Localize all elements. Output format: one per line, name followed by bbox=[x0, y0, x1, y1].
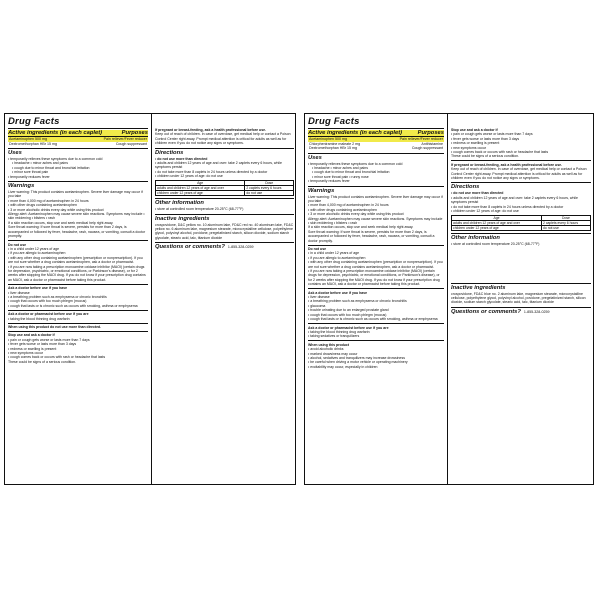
active-ingredients-header: Active ingredients (in each caplet) Purposes bbox=[8, 130, 148, 136]
table-row: children under 12 years of age do not use bbox=[156, 191, 294, 196]
questions-title: Questions or comments? bbox=[155, 244, 225, 251]
warnings-section: Warnings Liver warning: This product contains acetaminophen. Severe liver damage may occur if you take • more than 4,000 mg of acetaminophen in 24 hours • with other drugs containing acetaminophen • 3 or more alcoholic drinks every day while using this product Allergy alert: Acetaminophen may cause severe skin reactions. Symptoms may include • skin reddening • blisters • rash If a skin reaction occurs, stop use and seek medical help right away. Sore throat warning: If sore throat is severe, persists for more than 2 days, is accompanied or followed by fever, headache, rash, nausea, or vomiting, consult a doctor promptly. Do not use • in a child under 12 years of age • if you are allergic to acetaminophen • with any other drug containing acetaminophen (prescription or nonprescription). If you are not sure whether a drug contains acetaminophen, ask a doctor or pharmacist. • if you are now taking a prescription monoamine oxidase inhibitor (MAOI) (certain drugs for depression, psychiatric, or emotional conditions, or Parkinson's disease), or for 2 weeks after stopping the MAOI drug. If you do not know if your prescription drug contains an MAOI, ask a doctor or pharmacist before taking this product. Ask a doctor before use if you have • liver disease • a breathing problem such as emphysema or chronic bronchitis • cough that occurs with too much phlegm (mucus) • cough that lasts or is chronic such as occurs with smoking, asthma or emphysema Ask a doctor or pharmacist before use if you are • taking the blood thinning drug warfarin When using this product do not use more than directed. Stop use and ask a doctor if • pain or cough gets worse or lasts more than 7 days • fever gets worse or lasts more than 3 days • redness or swelling is present • new symptoms occur • cough comes back or occurs with rash or headache that lasts These could be signs of a serious condition. bbox=[8, 181, 148, 364]
directions-section: Directions • do not use more than directed • adults and children 12 years of age and over: take 2 caplets every 6 hours, while symptoms persist • do not take more than 8 caplets in 24 hours unless directed by a doctor • children under 12 years of age: do not use Age Dose adults and children 12 years of age and over 2 caplets every 6 hours children under 12 years of age do not use bbox=[155, 148, 294, 197]
directions-title: Directions bbox=[155, 149, 184, 156]
phone-number: 1-855-328-0259 bbox=[227, 245, 254, 250]
uses-section: Uses • temporarily relieves these symptoms due to a common cold • headache • minor aches and pains • cough due to minor throat and bronchial irritation • minor sore throat pain • runny nose • temporarily reduces fever bbox=[308, 153, 444, 184]
inactive-ingredients-section: Inactive ingredients crospovidone, FD&C blue no. 2 aluminum lake, magnesium stearate, microcrystalline cellulose, polyethylene glycol, polyvinyl alcohol, povidone, pregelatinized starch, silicon dioxide, sodium starch glycolate, stearic acid, talc, titanium dioxide bbox=[451, 283, 591, 305]
table-row: adults and children 12 years of age and over 2 caplets every 6 hours bbox=[452, 220, 591, 225]
ingredient-row: Acetaminophen 500 mg Pain reliever/Fever reducer bbox=[9, 137, 147, 141]
drug-facts-panel-1 bbox=[4, 113, 296, 485]
other-information-section: Other information • store at controlled room temperature 20-25°C (68-77°F) bbox=[451, 233, 591, 246]
directions-section: Directions • do not use more than directed • adults and children 12 years of age and over: take 2 caplets every 6 hours, while symptoms persist • do not take more than 8 caplets in 24 hours unless directed by a doctor • children under 12 years of age: do not use Age Dose adults and children 12 years of age and over 2 caplets every 6 hours children under 12 years of age do not use bbox=[451, 182, 591, 231]
pregnancy-warning: If pregnant or breast-feeding, ask a health professional before use. bbox=[155, 128, 267, 132]
drug-facts-panel-2 bbox=[304, 113, 594, 485]
other-information-title: Other information bbox=[155, 200, 204, 207]
table-row: children under 12 years of age do not use bbox=[452, 225, 591, 230]
warnings-section: Warnings Liver warning: This product contains acetaminophen. Severe liver damage may occur if you take • more than 4,000 mg of acetaminophen in 24 hours • with other drugs containing acetaminophen • 3 or more alcoholic drinks every day while using this product Allergy alert: Acetaminophen may cause severe skin reactions. Symptoms may include • skin reddening • blisters • rash If a skin reaction occurs, stop use and seek medical help right away. Sore throat warning: If sore throat is severe, persists for more than 2 days, is accompanied or followed by fever, headache, rash, nausea, or vomiting, consult a doctor promptly. Do not use • in a child under 12 years of age • if you are allergic to acetaminophen • with any other drug containing acetaminophen (prescription or nonprescription). If you are not sure whether a drug contains acetaminophen, ask a doctor or pharmacist. • if you are now taking a prescription monoamine oxidase inhibitor (MAOI) (certain drugs for depression, psychiatric, or emotional conditions, or Parkinson's disease), or for 2 weeks after stopping the MAOI drug. If you do not know if your prescription drug contains an MAOI, ask a doctor or pharmacist before taking this product. Ask a doctor before use if you have • liver disease • a breathing problem such as emphysema or chronic bronchitis • glaucoma • trouble urinating due to an enlarged prostate gland • cough that occurs with too much phlegm (mucus) • cough that lasts or is chronic such as occurs with smoking, asthma or emphysema Ask a doctor or pharmacist before use if you are • taking the blood thinning drug warfarin • taking sedatives or tranquilizers When using this product • avoid alcoholic drinks • marked drowsiness may occur • alcohol, sedatives and tranquilizers may increase drowsiness • be careful when driving a motor vehicle or operating machinery • excitability may occur, especially in children bbox=[308, 187, 443, 369]
other-information-section: Other information • store at controlled room temperature 20-25°C (68-77°F) bbox=[155, 198, 294, 211]
warnings-title: Warnings bbox=[8, 183, 35, 190]
ask-pharmacist-title: Ask a doctor or pharmacist before use if you are bbox=[308, 325, 389, 330]
phone-number: 1-855-328-0259 bbox=[523, 309, 550, 314]
questions-title: Questions or comments? bbox=[451, 308, 521, 315]
ingredient-row: Dextromethorphan HBr 15 mg Cough suppressant bbox=[309, 146, 443, 150]
when-using-title: When using this product do not use more than directed. bbox=[8, 325, 102, 329]
stop-use-title: Stop use and ask a doctor if bbox=[451, 128, 498, 132]
uses-title: Uses bbox=[8, 150, 22, 156]
panel-2-column-1 bbox=[305, 114, 447, 484]
do-not-use-title: Do not use bbox=[8, 242, 27, 247]
panel-1-column-2 bbox=[151, 114, 296, 484]
keep-out-of-reach: Keep out of reach of children. In case of overdose, get medical help or contact a Poison Control Center right away. Prompt medical attention is critical for adults as well as for children even if you do not notice any signs or symptoms. bbox=[451, 167, 587, 181]
questions-section bbox=[451, 307, 591, 315]
dosage-table bbox=[155, 180, 294, 197]
questions-section bbox=[155, 242, 294, 250]
panel-1-column-1 bbox=[5, 114, 151, 484]
when-using-title: When using this product bbox=[308, 342, 350, 347]
warnings-title: Warnings bbox=[308, 187, 335, 194]
directions-title: Directions bbox=[451, 184, 480, 191]
pregnancy-warning: If pregnant or breast-feeding, ask a health professional before use. bbox=[451, 162, 563, 167]
uses-title: Uses bbox=[308, 154, 322, 161]
stop-use-title: Stop use and ask a doctor if bbox=[8, 333, 55, 338]
inactive-ingredients-title: Inactive ingredients bbox=[451, 284, 506, 291]
inactive-ingredients-section: Inactive ingredients crospovidone, D&C yellow no. 10 aluminum lake, FD&C red no. 40 aluminum lake, FD&C yellow no. 6 aluminum lake, magnesium stearate, microcrystalline cellulose, polyethylene glycol, polyvinyl alcohol, povidone, pregelatinized starch, silicon dioxide, sodium starch glycolate, stearic acid, talc, titanium dioxide bbox=[155, 215, 294, 240]
ask-pharmacist-title: Ask a doctor or pharmacist before use if you are bbox=[8, 312, 89, 317]
active-ingredients-header: Active ingredients (in each caplet) Purposes bbox=[308, 130, 444, 136]
table-row: Age Dose bbox=[452, 215, 591, 220]
ask-doctor-title: Ask a doctor before use if you have bbox=[308, 290, 368, 295]
inactive-ingredients-title: Inactive ingredients bbox=[155, 215, 210, 222]
do-not-use-title: Do not use bbox=[308, 247, 327, 251]
ingredient-row: Dextromethorphan HBr 15 mg Cough suppressant bbox=[9, 141, 147, 146]
panel-2-column-2: Stop use and ask a doctor if • pain or cough gets worse or lasts more than 7 days • fever gets worse or lasts more than 3 days • redness or swelling is present • new symptoms occur • cough comes back or occurs with rash or headache that lasts These could be signs of a serious condition. If pregnant or breast-feeding, ask a health professional before use. Keep out of reach of children. In case of overdose, get medical help or contact a Poison Control Center right away. Prompt medical attention is critical for adults as well as for children even if you do not notice any signs or symptoms. Directions • do not use more than directed • adults and children 12 years of age and over: take 2 caplets every 6 hours, while symptoms persist • do not take more than 8 caplets in 24 hours unless directed by a doctor • children under 12 years of age: do not use Age Dose adults and children 12 years of age and over 2 caplets every 6 hours children under 12 years of age do not use Other information • store at controlled room temperature 20-25°C (68-77°F) Inactive ingredients crospovidone, FD&C blue no. 2 aluminum lake, magnesium stearate, microcrystalline cellulose, polyethylene glycol, polyvinyl alcohol, povidone, pregelatinized starch, silicon dioxide, sodium starch glycolate, stearic acid, talc, titanium dioxide Questions or comments? 1-855-328-0259 bbox=[447, 114, 594, 484]
ingredient-row: Chlorpheniramine maleate 2 mg Antihistamine bbox=[309, 141, 443, 146]
drug-facts-title: Drug Facts bbox=[8, 116, 148, 129]
keep-out-of-reach: Keep out of reach of children. In case of overdose, get medical help or contact a Poison Control Center right away. Prompt medical attention is critical for adults as well as for children even if you do not notice any signs or symptoms. bbox=[155, 132, 291, 146]
dosage-table bbox=[451, 215, 591, 232]
ingredient-row: Acetaminophen 500 mg Pain reliever/Fever reducer bbox=[309, 137, 443, 141]
table-row: adults and children 12 years of age and over 2 caplets every 6 hours bbox=[156, 185, 294, 190]
uses-section: Uses • temporarily relieves these symptoms due to a common cold • headache • minor aches and pains • cough due to minor throat and bronchial irritation • minor sore throat pain • temporarily reduces fever bbox=[8, 148, 148, 179]
other-information-title: Other information bbox=[451, 235, 500, 242]
table-row: Age Dose bbox=[156, 180, 294, 185]
drug-facts-title: Drug Facts bbox=[308, 116, 444, 129]
ask-doctor-title: Ask a doctor before use if you have bbox=[8, 286, 68, 291]
